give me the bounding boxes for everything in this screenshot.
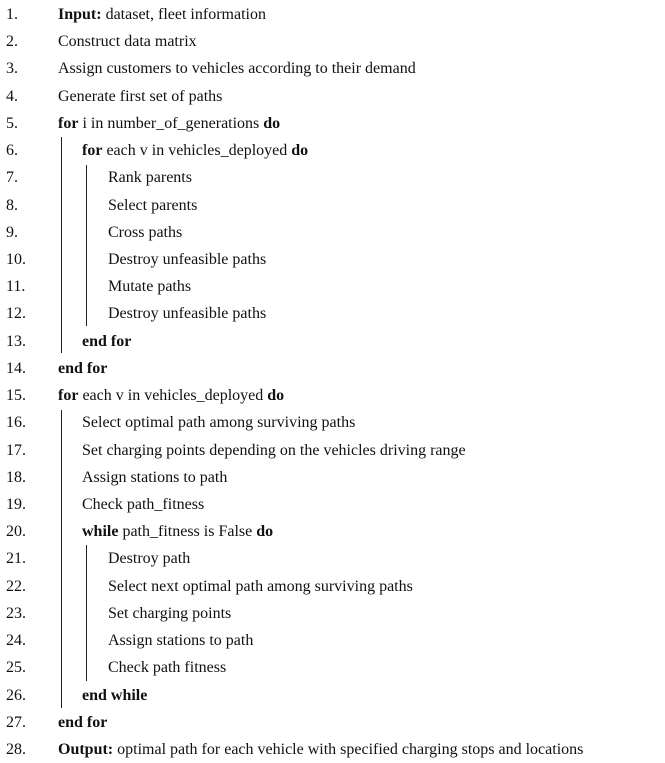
algorithm-line xyxy=(0,627,665,654)
line-number: 22. xyxy=(6,577,26,595)
line-number: 10. xyxy=(6,250,26,268)
line-content xyxy=(108,627,253,654)
algorithm-line xyxy=(0,1,665,28)
statement-text: Generate first set of paths xyxy=(58,87,223,105)
keyword: for xyxy=(58,114,79,132)
line-content xyxy=(58,83,222,110)
algorithm-line xyxy=(0,709,665,736)
statement-text: each v in vehicles_deployed xyxy=(78,387,268,405)
statement-text: Assign customers to vehicles according to their demand xyxy=(58,60,416,78)
algorithm-line xyxy=(0,464,665,491)
keyword: end while xyxy=(82,686,148,704)
statement-text: path_fitness is False xyxy=(118,523,257,541)
algorithm-line xyxy=(0,246,665,273)
line-number: 5. xyxy=(6,114,18,132)
statement-text: i in number_of_generations xyxy=(78,114,264,132)
algorithm-line xyxy=(0,192,665,219)
line-number: 3. xyxy=(6,60,18,78)
statement-text: dataset, fleet information xyxy=(101,6,266,23)
line-content xyxy=(108,600,231,627)
line-content xyxy=(108,219,182,246)
algorithm-line xyxy=(0,491,665,518)
line-number: 4. xyxy=(6,87,18,105)
keyword: while xyxy=(82,523,119,541)
algorithm-line xyxy=(0,355,665,382)
statement-text: Mutate paths xyxy=(108,278,192,296)
keyword: for xyxy=(58,387,79,405)
line-number: 9. xyxy=(6,223,18,241)
algorithm-line xyxy=(0,328,665,355)
line-content xyxy=(82,409,355,436)
keyword-do: do xyxy=(256,523,274,541)
algorithm-line xyxy=(0,682,665,709)
algorithm-line xyxy=(0,382,665,409)
line-content xyxy=(108,545,190,572)
line-content xyxy=(82,518,273,545)
algorithm-line xyxy=(0,409,665,436)
line-number: 15. xyxy=(6,387,26,405)
algorithm-line xyxy=(0,545,665,572)
algorithm-line xyxy=(0,518,665,545)
statement-text: Rank parents xyxy=(108,169,192,187)
algorithm-line xyxy=(0,300,665,327)
statement-text: Select next optimal path among surviving paths xyxy=(108,577,413,595)
statement-text: Select optimal path among surviving paths xyxy=(82,414,356,432)
keyword: Input: xyxy=(58,6,102,23)
line-number: 26. xyxy=(6,686,26,704)
algorithm-line xyxy=(0,55,665,82)
algorithm-line xyxy=(0,654,665,681)
line-number: 12. xyxy=(6,305,26,323)
line-number: 13. xyxy=(6,332,26,350)
line-number: 27. xyxy=(6,713,26,731)
algorithm-line xyxy=(0,164,665,191)
line-number: 11. xyxy=(6,278,26,296)
algorithm-line xyxy=(0,219,665,246)
algorithm-line xyxy=(0,600,665,627)
line-content xyxy=(58,1,266,28)
line-number: 7. xyxy=(6,169,18,187)
line-number: 17. xyxy=(6,441,26,459)
statement-text: optimal path for each vehicle with specified charging stops and locations xyxy=(113,740,584,758)
statement-text: Destroy unfeasible paths xyxy=(108,305,267,323)
statement-text: each v in vehicles_deployed xyxy=(102,142,292,160)
keyword: end for xyxy=(82,332,132,350)
line-content xyxy=(82,137,308,164)
statement-text: Construct data matrix xyxy=(58,33,197,51)
statement-text: Cross paths xyxy=(108,223,183,241)
statement-text: Set charging points xyxy=(108,604,232,622)
line-number: 20. xyxy=(6,523,26,541)
algorithm-line xyxy=(0,736,665,763)
statement-text: Assign stations to path xyxy=(82,468,228,486)
line-content xyxy=(58,110,280,137)
line-content xyxy=(108,654,226,681)
line-content xyxy=(108,164,192,191)
line-content xyxy=(108,573,413,600)
statement-text: Select parents xyxy=(108,196,198,214)
line-content xyxy=(58,55,416,82)
line-number: 1. xyxy=(6,6,18,23)
line-content xyxy=(82,682,147,709)
statement-text: Check path_fitness xyxy=(82,495,205,513)
line-content xyxy=(82,464,227,491)
line-content xyxy=(108,246,266,273)
line-content xyxy=(58,709,107,736)
line-number: 8. xyxy=(6,196,18,214)
line-content xyxy=(58,736,583,763)
statement-text: Assign stations to path xyxy=(108,632,254,650)
line-content xyxy=(58,355,107,382)
line-content xyxy=(58,382,284,409)
line-number: 18. xyxy=(6,468,26,486)
line-number: 16. xyxy=(6,414,26,432)
keyword: for xyxy=(82,142,103,160)
statement-text: Destroy unfeasible paths xyxy=(108,250,267,268)
line-content xyxy=(108,192,197,219)
keyword-do: do xyxy=(263,114,281,132)
line-content xyxy=(82,491,204,518)
line-number: 23. xyxy=(6,604,26,622)
line-content xyxy=(108,300,266,327)
algorithm-line xyxy=(0,437,665,464)
keyword-do: do xyxy=(291,142,309,160)
line-number: 6. xyxy=(6,142,18,160)
algorithm-line xyxy=(0,83,665,110)
line-number: 25. xyxy=(6,659,26,677)
line-number: 14. xyxy=(6,359,26,377)
line-number: 2. xyxy=(6,33,18,51)
line-number: 19. xyxy=(6,495,26,513)
line-content xyxy=(108,273,191,300)
algorithm-line xyxy=(0,573,665,600)
line-content xyxy=(82,437,466,464)
line-number: 24. xyxy=(6,632,26,650)
statement-text: Destroy path xyxy=(108,550,191,568)
keyword: end for xyxy=(58,359,108,377)
line-content xyxy=(58,28,197,55)
line-number: 28. xyxy=(6,740,26,758)
keyword: Output: xyxy=(58,740,114,758)
keyword-do: do xyxy=(267,387,285,405)
algorithm-line xyxy=(0,28,665,55)
algorithm-line xyxy=(0,110,665,137)
line-content xyxy=(82,328,131,355)
algorithm-line xyxy=(0,137,665,164)
statement-text: Set charging points depending on the vehicles driving range xyxy=(82,441,466,459)
algorithm-line xyxy=(0,273,665,300)
statement-text: Check path fitness xyxy=(108,659,227,677)
keyword: end for xyxy=(58,713,108,731)
line-number: 21. xyxy=(6,550,26,568)
